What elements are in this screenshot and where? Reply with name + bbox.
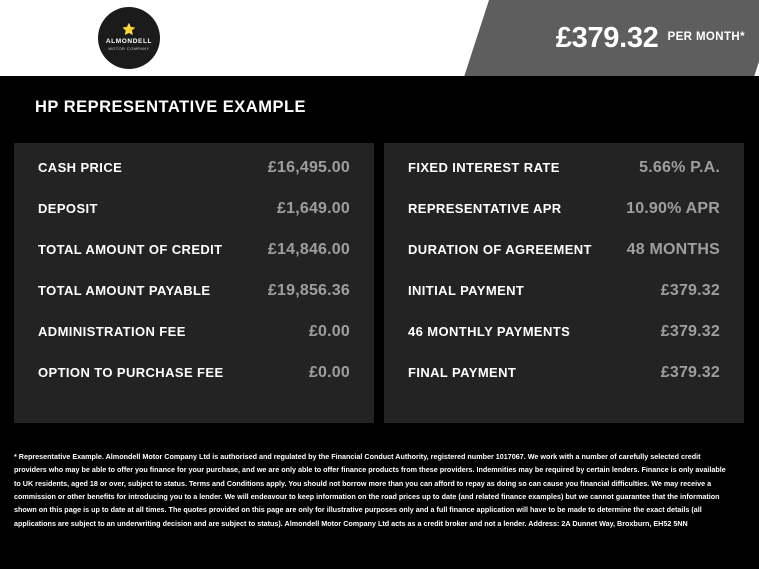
row-label: FINAL PAYMENT: [408, 365, 517, 380]
row-label: INITIAL PAYMENT: [408, 283, 525, 298]
table-row: [38, 323, 350, 364]
logo-star-icon: ⭐: [122, 23, 136, 36]
table-row: [408, 159, 720, 200]
logo-company-subtitle: MOTOR COMPANY: [108, 46, 150, 52]
table-row: [38, 241, 350, 282]
right-details-panel: [384, 143, 744, 423]
company-logo: [98, 7, 160, 69]
row-value: £14,846.00: [267, 241, 350, 258]
table-row: [408, 282, 720, 323]
row-value: £19,856.36: [267, 282, 350, 299]
row-value: 10.90% APR: [626, 200, 720, 217]
table-row: [38, 282, 350, 323]
monthly-price: [556, 0, 745, 76]
row-label: CASH PRICE: [38, 160, 123, 175]
row-label: REPRESENTATIVE APR: [408, 201, 562, 216]
price-amount: £379.32: [555, 21, 659, 54]
price-period-label: PER MONTH*: [667, 31, 745, 43]
row-value: 48 MONTHS: [626, 241, 720, 258]
legal-footnote: * Representative Example. Almondell Motor Company Ltd is authorised and regulated by the Financial Conduct Authority, registered number 1017067. We work with a number of carefully selected credit providers who may be able to offer you finance for your purchase, and we are only able to offer finance products from these providers. Indemnities may be required by certain lenders. Finance is only available to UK residents, aged 18 or over, subject to status. Terms and Conditions apply. You should not borrow more than you can afford to repay as doing so can cause you financial difficulties. We may receive a commission or other benefits for introducing you to a lender. We will endeavour to keep information on the road prices up to date (and related finance examples) but we cannot guarantee that the information shown on this page is up to date at all times. The quotes provided on this page are only for illustrative purposes only and a full finance application will have to be made to determine the exact details (all applications are subject to an underwriting decision and are subject to status). Almondell Motor Company Ltd acts as a credit broker and not a lender. Address: 2A Dunnet Way, Broxburn, EH52 5NN: [14, 452, 726, 528]
row-label: ADMINISTRATION FEE: [38, 324, 186, 339]
table-row: [38, 159, 350, 200]
row-value: £379.32: [660, 282, 720, 299]
table-row: [38, 200, 350, 241]
page-title: HP REPRESENTATIVE EXAMPLE: [35, 98, 307, 116]
row-value: £379.32: [660, 364, 720, 381]
row-value: £16,495.00: [267, 159, 350, 176]
table-row: [408, 200, 720, 241]
row-value: £0.00: [308, 364, 350, 381]
logo-company-name: ALMONDELL: [105, 37, 153, 45]
page-header: [0, 0, 759, 76]
table-row: [408, 364, 720, 405]
row-label: FIXED INTEREST RATE: [408, 160, 560, 175]
row-label: DURATION OF AGREEMENT: [408, 242, 592, 257]
finance-details-panels: [14, 143, 745, 423]
table-row: [38, 364, 350, 405]
left-details-panel: [14, 143, 374, 423]
row-label: 46 MONTHLY PAYMENTS: [408, 324, 571, 339]
table-row: [408, 241, 720, 282]
row-label: TOTAL AMOUNT OF CREDIT: [38, 242, 223, 257]
row-value: £379.32: [660, 323, 720, 340]
row-label: OPTION TO PURCHASE FEE: [38, 365, 224, 380]
row-value: 5.66% P.A.: [639, 159, 720, 176]
row-label: DEPOSIT: [38, 201, 98, 216]
table-row: [408, 323, 720, 364]
row-value: £0.00: [308, 323, 350, 340]
row-label: TOTAL AMOUNT PAYABLE: [38, 283, 211, 298]
row-value: £1,649.00: [277, 200, 350, 217]
